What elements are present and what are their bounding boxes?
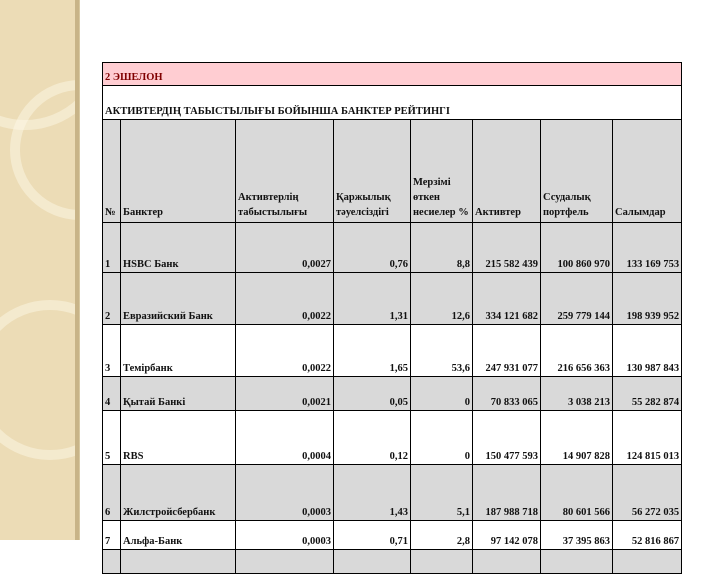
table-cell: 0,0022 xyxy=(236,325,334,377)
table-cell: 198 939 952 xyxy=(613,273,682,325)
header-cell: Қаржылық тәуелсіздігі xyxy=(334,120,411,223)
table-cell: 2,8 xyxy=(411,521,473,550)
table-cell: HSBC Банк xyxy=(121,223,236,273)
table-cell: 100 860 970 xyxy=(541,223,613,273)
header-cell: Салымдар xyxy=(613,120,682,223)
header-cell: Активтерлің табыстылығы xyxy=(236,120,334,223)
table-cell: 130 987 843 xyxy=(613,325,682,377)
bank-rating-table xyxy=(102,62,682,574)
table-row xyxy=(103,273,682,325)
table-cell: 37 395 863 xyxy=(541,521,613,550)
table-cell: 56 272 035 xyxy=(613,465,682,521)
table-cell: 6 xyxy=(103,465,121,521)
table-cell: 259 779 144 xyxy=(541,273,613,325)
table-cell: 80 601 566 xyxy=(541,465,613,521)
decorative-sidebar xyxy=(0,0,80,540)
table-cell: 3 xyxy=(103,325,121,377)
table-cell: 4 xyxy=(103,377,121,411)
header-row xyxy=(103,120,682,223)
table-cell: 14 907 828 xyxy=(541,411,613,465)
table-cell: 1,31 xyxy=(334,273,411,325)
table-row xyxy=(103,325,682,377)
table-cell: 52 816 867 xyxy=(613,521,682,550)
table-cell: Альфа-Банк xyxy=(121,521,236,550)
table-cell: 5,1 xyxy=(411,465,473,521)
table-cell: 0 xyxy=(411,411,473,465)
table-cell: Жилстройсбербанк xyxy=(121,465,236,521)
table-cell: 0,12 xyxy=(334,411,411,465)
table-cell: 53,6 xyxy=(411,325,473,377)
table-cell: 12,6 xyxy=(411,273,473,325)
table-cell: 2 xyxy=(103,273,121,325)
table-cell: 247 931 077 xyxy=(473,325,541,377)
table-cell: 0,0022 xyxy=(236,273,334,325)
table-cell: 0,0003 xyxy=(236,521,334,550)
table-title: АКТИВТЕРДІҢ ТАБЫСТЫЛЫҒЫ БОЙЫНША БАНКТЕР РЕЙТИНГІ xyxy=(103,86,682,120)
table-cell: 3 038 213 xyxy=(541,377,613,411)
table-cell: Евразийский Банк xyxy=(121,273,236,325)
table-row xyxy=(103,223,682,273)
table-cell: 0,0003 xyxy=(236,465,334,521)
table-cell: 124 815 013 xyxy=(613,411,682,465)
table-cell: 133 169 753 xyxy=(613,223,682,273)
table-cell: 5 xyxy=(103,411,121,465)
header-cell: Банктер xyxy=(121,120,236,223)
table-row xyxy=(103,411,682,465)
table-cell: RBS xyxy=(121,411,236,465)
table-row xyxy=(103,465,682,521)
table-cell: 0,0021 xyxy=(236,377,334,411)
table-cell: 97 142 078 xyxy=(473,521,541,550)
table-cell: 0,76 xyxy=(334,223,411,273)
table-cell: 0,05 xyxy=(334,377,411,411)
table-row xyxy=(103,377,682,411)
table-cell: 0,0004 xyxy=(236,411,334,465)
echelon-label: 2 ЭШЕЛОН xyxy=(103,63,682,86)
header-cell: Мерзімі өткен несиелер % xyxy=(411,120,473,223)
table-cell: Қытай Банкі xyxy=(121,377,236,411)
table-cell: 215 582 439 xyxy=(473,223,541,273)
table-cell: 150 477 593 xyxy=(473,411,541,465)
table-cell: 187 988 718 xyxy=(473,465,541,521)
table-cell: 1,43 xyxy=(334,465,411,521)
table-cell: 7 xyxy=(103,521,121,550)
table-cell: 70 833 065 xyxy=(473,377,541,411)
header-cell: Ссудалық портфель xyxy=(541,120,613,223)
table-cell: 55 282 874 xyxy=(613,377,682,411)
table-cell: 0,71 xyxy=(334,521,411,550)
table-cell: 334 121 682 xyxy=(473,273,541,325)
table-row xyxy=(103,521,682,550)
header-cell: № xyxy=(103,120,121,223)
table-cell: 8,8 xyxy=(411,223,473,273)
table-cell: 0,0027 xyxy=(236,223,334,273)
table-cell: 1,65 xyxy=(334,325,411,377)
table-row-partial xyxy=(103,550,682,574)
table-cell: 216 656 363 xyxy=(541,325,613,377)
table-cell: 1 xyxy=(103,223,121,273)
table-cell: 0 xyxy=(411,377,473,411)
table-cell: Темірбанк xyxy=(121,325,236,377)
header-cell: Активтер xyxy=(473,120,541,223)
